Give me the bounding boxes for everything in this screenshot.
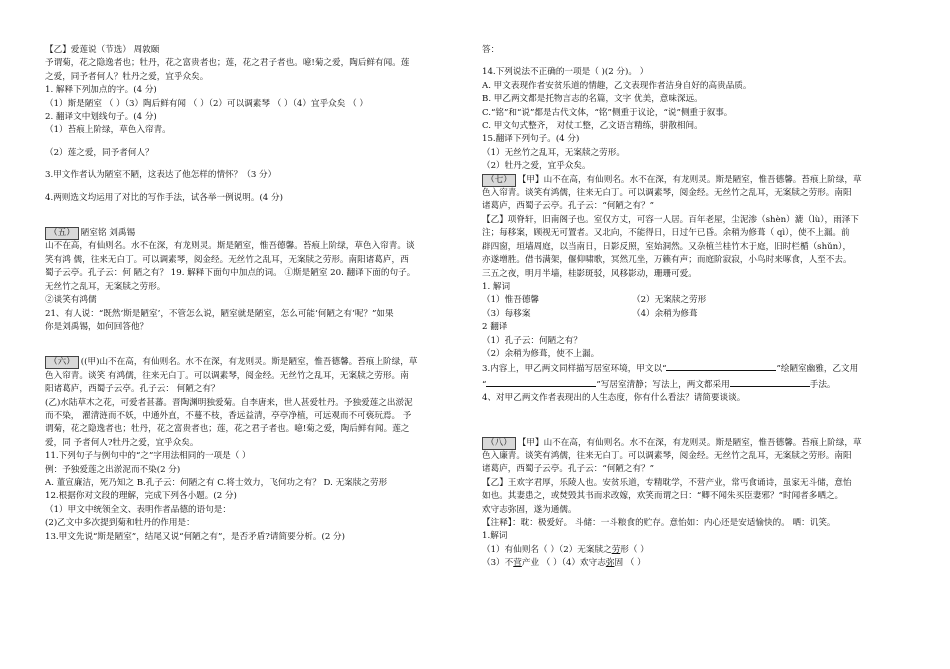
left-column [45, 44, 450, 544]
option: A. 甲文表现作者安贫乐道的情趣，乙文表现作者洁身自好的高贵品质。 [482, 80, 752, 91]
question: 你是刘禹锡，如何回答他？ [45, 321, 149, 332]
section-six-header [45, 356, 450, 369]
question-item: （1）孔子云：何陋之有？ [482, 335, 582, 346]
passage-text: 【甲】山不在高，有仙则名。水不在深，有龙则灵。斯是陋室，惟吾德馨。苔痕上阶绿，草 [517, 174, 862, 185]
question: 4.两则选文均运用了对比的写作手法，试各举一例说明。(4 分) [45, 192, 283, 203]
passage-text: 【乙】王欢字君厚，乐陵人也。安贫乐道，专精耽学，不营产业，常丐食诵诗，虽家无斗储，意怡 [482, 477, 852, 488]
question-item: （3）每移案 [482, 308, 531, 319]
passage-text: 之爱，同予者何人？牡丹之爱，宜乎众矣。 [45, 71, 209, 82]
question: 21、有人说：“既然‘斯是陋室’，不管怎么说，陋室就是陋室，怎么可能‘何陋之有’呢？”如果 [45, 308, 394, 319]
passage-text: 诸葛庐，西蜀子云亭。孔子云：“何陋之有？” [482, 464, 655, 475]
underlined-word: 营 [513, 558, 522, 569]
question-text: 手法。 [809, 379, 836, 390]
question-text: 形（ ） [620, 544, 649, 555]
passage-text: 予谓菊，花之隐逸者也；牡丹，花之富贵者也；莲，花之君子者也。噫!菊之爱，陶后鲜有闻。莲 [45, 58, 410, 69]
section-eight-header [482, 437, 887, 450]
annotation-note: 【注释】：耽：极爱好。 斗储：一斗粮食的贮存。意怡如：内心还是安适愉快的。 哂：讥笑。 [482, 518, 836, 528]
question: 1. 解释下列加点的字。(4 分) [45, 85, 157, 96]
question-items: （1）斯是陋室 （ ）（3）陶后鲜有闻 （ ）（2）可以调素琴 （ ）（4）宜乎众矣 （ ） [45, 98, 369, 109]
question-item: （2）余稍为修葺，使不上漏。 [482, 348, 600, 359]
answer-label: 答： [482, 45, 500, 55]
section-seven-header [482, 174, 887, 187]
question-item [482, 544, 887, 557]
question-item [482, 557, 887, 570]
section-label: （五） [45, 227, 79, 240]
question: 4、对甲乙两文作者表现出的人生态度，你有什么看法？请简要谈谈。 [482, 393, 746, 404]
section-label: （八） [482, 437, 516, 450]
question: 13.甲文先说“斯是陋室”，结尾又说“何陋之有”，是否矛盾?请简要分析。(2 分) [45, 531, 345, 542]
section-title: 陋室铭 刘禹锡 [80, 228, 136, 239]
passage-text: 爱，同 予者何人?牡丹之爱，宜乎众矣。 [45, 437, 199, 448]
option: B. 甲乙两文都是托物言志的名篇，文字 优美，意味深远。 [482, 94, 703, 105]
question: 1.解词 [482, 531, 508, 542]
question-item: （1）惟吾德馨 [482, 295, 540, 306]
question-item: （2）莲之爱，同予者何人？ [45, 147, 154, 158]
passage-text: 如也。其妻患之，或焚毁其书而求改嫁，欢笑而谓之曰：“卿不闻朱买臣妻邪？”时闻者多哂之。 [482, 491, 844, 502]
answer-blank[interactable] [730, 377, 810, 387]
passage-text: 三五之夜，明月半墙，桂影斑驳，风移影动，珊珊可爱。 [482, 268, 697, 279]
question-item: （4）余稍为修葺 [632, 308, 698, 319]
question-item: （2）牡丹之爱，宜乎众矣。 [482, 161, 591, 172]
question-fill-blank [482, 377, 887, 392]
question: 14.下列说法不正确的一项是（ )(2 分)。 ） [482, 67, 649, 78]
question-item: (2)乙文中多次提到菊和牡丹的作用是： [45, 518, 195, 529]
passage-text: 【甲】山不在高，有仙则名。水不在深，有龙则灵。斯是陋室，惟吾德馨。苔痕上阶绿，草 [517, 437, 862, 448]
answer-blank[interactable] [666, 361, 776, 371]
question-text: ”绘陋室幽雅，乙文用 [776, 364, 859, 375]
option: C.“铭”和“说”都是古代文体，“铭”侧重于议论，“说”侧重于叙事。 [482, 107, 733, 118]
question: 2. 翻译文中划线句子。(4 分) [45, 112, 157, 123]
section-label: （六） [45, 356, 79, 369]
passage-text: 色入帘青。谈笑 有鸿儒，往来无白丁。可以调素琴，阅金经。无丝竹之乱耳，无案牍之劳形。南 [45, 370, 409, 381]
passage-text: 笑有鸿 儒，往来无白丁。可以调素琴，阅金经。无丝竹之乱耳，无案牍之劳形。南阳诸葛庐，西 [45, 254, 409, 265]
passage-text: 而不染， 濯清涟而不妖，中通外直，不蔓不枝，香远益清，亭亭净植，可远观而不可亵玩焉。 予 [45, 410, 412, 421]
question-options: A. 董宣廉洁，死乃知之 B.孔子云：何陋之有 C.将士效力，飞何功之有？ D. 无案牍之劳形 [45, 477, 388, 488]
passage-text: 色入帘青。谈笑有鸿儒，往来无白丁。可以调素琴，阅金经。无丝竹之乱耳，无案牍之劳形。南阳 [482, 188, 852, 199]
underlined-word: 弥 [605, 558, 615, 569]
section-five-header [45, 227, 450, 240]
passage-text: 无丝竹之乱耳，无案牍之劳形。 [45, 281, 166, 292]
question: 3.甲文作者认为陋室不陋，这表达了他怎样的情怀？（3 分） [45, 170, 277, 181]
question-text: ”写居室清静；写法上，两文都采用 [596, 379, 730, 390]
question-item: （1）甲文中统领全文、表明作者品德的语句是： [45, 504, 231, 515]
question: 2 翻译 [482, 322, 508, 333]
right-column [482, 44, 887, 571]
question-item: （1）苔痕上阶绿，草色入帘青。 [45, 125, 171, 136]
passage-text: 蜀子云亭。孔子云：何 陋之有？ 19. 解释下面句中加点的词。 ①斯是陋室 20. 翻译下面的句子。 [45, 268, 416, 279]
passage-text: 欢守志弥固，遂为通儒。 [482, 504, 577, 515]
passage-text: 谓菊，花之隐逸者也；牡丹，花之富贵者也；莲，花之君子者也。噫!菊之爱，陶后鲜有闻。莲之 [45, 424, 410, 435]
question: 1. 解词 [482, 281, 511, 292]
question-item: （2）无案牍之劳形 [632, 295, 707, 306]
passage-title: 【乙】爱莲说（节选） 周敦颐 [45, 45, 160, 55]
question-items-row [482, 294, 887, 307]
underlined-word: 劳 [611, 544, 621, 555]
question-fill-blank [482, 361, 887, 376]
question-text: 产业 （ ）（4）欢守志 [521, 558, 606, 569]
question-text: （3）不 [482, 558, 514, 569]
passage-text: 诸葛庐，西蜀子云亭。孔子云：“何陋之有？” [482, 201, 655, 212]
question-text: 固 （ ） [614, 558, 646, 569]
question-example: 例：予独爱莲之出淤泥而不染(2 分) [45, 464, 181, 475]
answer-blank[interactable] [486, 377, 596, 387]
passage-text: 阳诸葛庐，西蜀子云亭。孔子云： 何陋之有？ [45, 384, 220, 395]
question-text: “ [482, 379, 487, 390]
question: 11.下列句子与例句中的“之”字用法相同的一项是（ ） [45, 451, 251, 462]
question-text: 3.内容上，甲乙两文同样描写居室环境，甲文以“ [482, 364, 667, 375]
passage-text: 注；每移案，顾视无可置者。又北向，不能得日，日过午已昏。余稍为修葺（ qì），使不上漏。前 [482, 228, 850, 239]
question-text: （1）有仙则名（ ）（2）无案牍之 [482, 544, 612, 555]
passage-text: (乙)水陆草木之花，可爱者甚蕃。晋陶渊明独爱菊。自李唐来，世人甚爱牡丹。予独爱莲之出淤泥 [45, 397, 413, 408]
question-item: （1）无丝竹之乱耳，无案牍之劳形。 [482, 147, 625, 158]
question-items-row [482, 308, 887, 321]
passage-text: 辟四窗，垣墙周庭，以当南日，日影反照，室始洞然。又杂植兰桂竹木于庭，旧时栏楯（shǔn）， [482, 241, 852, 252]
passage-text: ((甲)山不在高，有仙则名。水不在深，有龙则灵。斯是陋室，惟吾德馨。苔痕上阶绿，草 [80, 357, 418, 368]
passage-text: 山不在高，有仙则名。水不在深，有龙则灵。斯是陋室，惟吾德馨。苔痕上阶绿，草色入帘青。谈 [45, 241, 415, 252]
passage-text: 【乙】项脊轩，旧南阁子也。室仅方丈，可容一人居。百年老屋，尘泥渗（shèn）漉（lù），雨泽下 [482, 214, 859, 225]
passage-text: 色入廉青。谈笑有鸿儒，往来无白丁。可以调素琴，阅金经。无丝竹之乱耳，无案牍之劳形。南阳 [482, 450, 852, 461]
question: 15.翻译下列句子。(4 分) [482, 134, 580, 145]
passage-text: 亦遂增胜。借书满架，偃仰啸歌，冥然兀坐，万籁有声；而庭阶寂寂，小鸟时来啄食，人至不去。 [482, 255, 852, 266]
option: C. 甲文句式整齐， 对仗工整，乙文语言精练，骈散相间。 [482, 121, 703, 132]
section-label: （七） [482, 174, 516, 187]
passage-text: ②谈笑有鸿儒 [45, 295, 97, 306]
question: 12.根据你对文段的理解，完成下列各小题。(2 分) [45, 491, 237, 502]
